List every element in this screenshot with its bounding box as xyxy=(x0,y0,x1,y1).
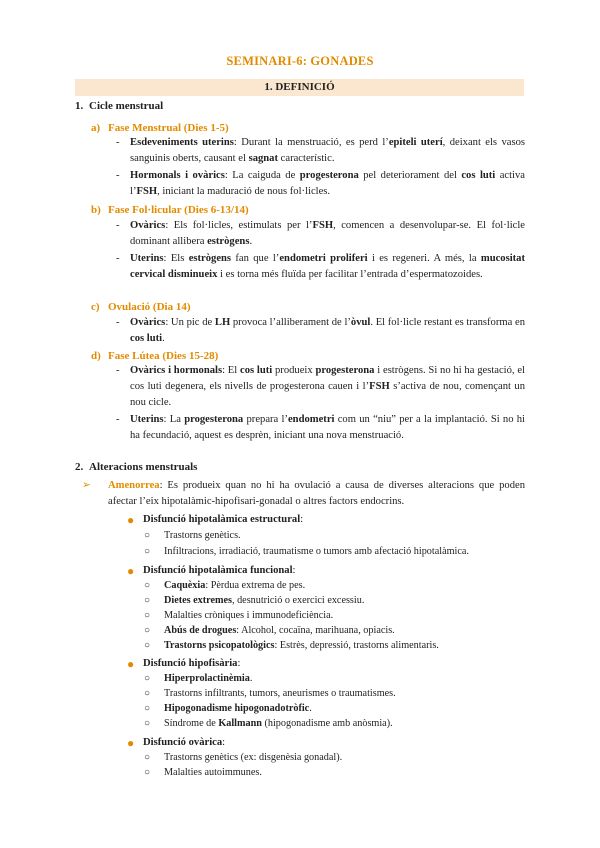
section-definicio-bar: 1. DEFINICIÓ xyxy=(75,79,524,96)
list-item-hormonals-ovarics: - Hormonals i ovàrics: La caiguda de progesterona pel deteriorament del cos luti activa l’FSH, iniciant la maduració de nous fol·licles. xyxy=(116,170,525,197)
sub-item: ○ Malalties autoimmunes. xyxy=(144,767,262,778)
bullet-dot-icon: ● xyxy=(127,657,135,671)
sub-item: ○ Hipogonadisme hipogonadotròfic. xyxy=(144,703,312,714)
document-title: SEMINARI-6: GONADES xyxy=(226,54,374,68)
sub-item: ○ Trastorns genètics (ex: disgenèsia gonadal). xyxy=(144,752,343,763)
sub-item: ○ Trastorns genètics. xyxy=(144,530,241,541)
sub-item: ○ Malalties cròniques i immunodeficiència. xyxy=(144,610,334,621)
sub-item: ○ Dietes extremes, desnutrició o exercici excessiu. xyxy=(144,595,365,606)
heading-ovulacio: c) Ovulació (Dia 14) xyxy=(91,301,191,313)
bullet-disfuncio-hipotalamica-estructural: ● Disfunció hipotalàmica estructural: xyxy=(127,513,304,527)
heading-fase-follicular: b) Fase Fol·licular (Dies 6-13/14) xyxy=(91,204,249,216)
bullet-dot-icon: ● xyxy=(127,564,135,578)
bullet-dot-icon: ● xyxy=(127,736,135,750)
arrow-bullet-icon: ➢ xyxy=(82,480,91,491)
sub-item: ○ Abús de drogues: Alcohol, cocaïna, marihuana, opiacis. xyxy=(144,625,395,636)
bullet-disfuncio-hipotalamica-funcional: ● Disfunció hipotalàmica funcional: xyxy=(127,564,296,578)
heading-fase-menstrual: a) Fase Menstrual (Dies 1-5) xyxy=(91,122,229,134)
bullet-disfuncio-ovarica: ● Disfunció ovàrica: xyxy=(127,736,226,750)
sub-item: ○ Infiltracions, irradiació, traumatisme o tumors amb afectació hipotalàmica. xyxy=(144,546,469,557)
sub-item: ○ Hiperprolactinèmia. xyxy=(144,673,253,684)
sub-item: ○ Caquèxia: Pèrdua extrema de pes. xyxy=(144,580,306,591)
heading-cicle-menstrual: 1. Cicle menstrual xyxy=(75,100,164,112)
list-item-uterins-b: - Uterins: Els estrògens fan que l’endometri proliferi i es regeneri. A més, la mucositat cervical disminueix i es torna més fluïda per facilitar l’entrada d’espermatozoides. xyxy=(116,253,526,280)
bullet-disfuncio-hipofisaria: ● Disfunció hipofisària: xyxy=(127,657,241,671)
sub-item: ○ Trastorns infiltrants, tumors, aneurismes o traumatismes. xyxy=(144,688,396,699)
list-item-uterins-d: - Uterins: La progesterona prepara l’endometri com un “niu” per a la implantació. Si no hi ha fecundació, aquest es desprèn, iniciant una nova menstruació. xyxy=(116,414,525,441)
list-item-ovarics-b: - Ovàrics: Els fol·licles, estimulats per l’FSH, comencen a desenvolupar-se. El fol·licle dominant allibera estrògens. xyxy=(116,220,525,247)
list-item-esdeveniments-uterins: - Esdeveniments uterins: Durant la menstruació, es perd l’epiteli uterí, deixant els vasos sanguinis oberts, causant el sagnat característic. xyxy=(116,137,525,164)
sub-item: ○ Síndrome de Kallmann (hipogonadisme amb anòsmia). xyxy=(144,718,393,729)
heading-fase-lutea: d) Fase Lútea (Dies 15-28) xyxy=(91,350,219,362)
list-item-ovarics-hormonals: - Ovàrics i hormonals: El cos luti produeix progesterona i estrògens. Si no hi ha gestació, el cos luti degenera, els nivells de progesterona cauen i l’FSH s’activa de nou, començant un nou cicle. xyxy=(116,365,525,408)
list-item-ovarics-c: - Ovàrics: Un pic de LH provoca l’alliberament de l’òvul. El fol·licle restant es transforma en cos luti. xyxy=(116,317,525,344)
sub-item: ○ Trastorns psicopatològics: Estrès, depressió, trastorns alimentaris. xyxy=(144,640,439,651)
paragraph-amenorrea: ➢ Amenorrea: Es produeix quan no hi ha ovulació a causa de diverses alteracions que poden afectar l’eix hipotalàmic-hipofisari-gonadal o altres factors endocrins. xyxy=(82,480,525,507)
heading-alteracions-menstruals: 2. Alteracions menstruals xyxy=(75,461,198,473)
bullet-dot-icon: ● xyxy=(127,513,135,527)
